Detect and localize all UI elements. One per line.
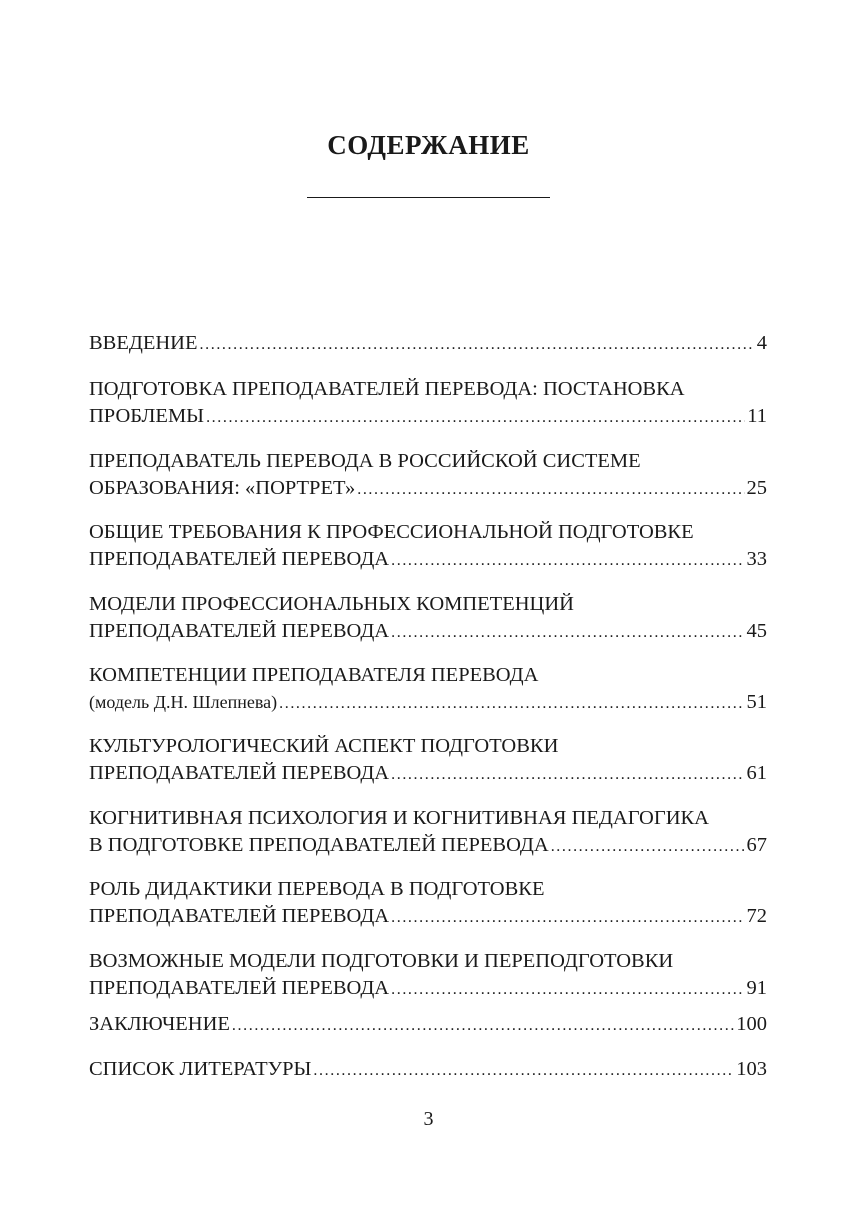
dot-leader: [391, 547, 744, 573]
toc-entry-title: ЗАКЛЮЧЕНИЕ: [89, 1013, 230, 1035]
toc-entry-title: ПРЕПОДАВАТЕЛЕЙ ПЕРЕВОДА: [89, 620, 390, 642]
toc-entry[interactable]: [89, 949, 767, 1002]
toc-entry-line-last: [89, 547, 767, 573]
dot-leader: [200, 331, 755, 357]
toc-entry-line-last: [89, 1012, 767, 1038]
toc-entry-line-last: [89, 904, 767, 930]
toc-entry[interactable]: [89, 449, 767, 502]
toc-entry-title: (модель Д.Н. Шлепнева): [89, 692, 278, 712]
toc-entry-line: [89, 806, 767, 831]
toc-entry-title: В ПОДГОТОВКЕ ПРЕПОДАВАТЕЛЕЙ ПЕРЕВОДА: [89, 834, 549, 856]
toc-entry-title: ПРОБЛЕМЫ: [89, 405, 205, 427]
toc-entry[interactable]: [89, 663, 767, 716]
toc-entry-line: [89, 663, 767, 688]
toc-entry-title: ПОДГОТОВКА ПРЕПОДАВАТЕЛЕЙ ПЕРЕВОДА: ПОСТАНОВКА: [89, 378, 685, 400]
toc-entry[interactable]: [89, 520, 767, 573]
toc-entry-line-last: [89, 833, 767, 859]
toc-entry[interactable]: [89, 1012, 767, 1038]
toc-page-number: 100: [736, 1013, 767, 1035]
toc-entry-title: ПРЕПОДАВАТЕЛЕЙ ПЕРЕВОДА: [89, 977, 390, 999]
toc-entry-title: ОБЩИЕ ТРЕБОВАНИЯ К ПРОФЕССИОНАЛЬНОЙ ПОДГОТОВКЕ: [89, 521, 694, 543]
toc-page-number: 91: [746, 977, 767, 999]
toc-entry-line-last: [89, 331, 767, 357]
toc-entry[interactable]: [89, 1057, 767, 1083]
toc-entry-line-last: [89, 1057, 767, 1083]
toc-entry-line-last: [89, 404, 767, 430]
toc-entry-line: [89, 734, 767, 759]
toc-page-number: 67: [746, 834, 767, 856]
toc-entry-title: КУЛЬТУРОЛОГИЧЕСКИЙ АСПЕКТ ПОДГОТОВКИ: [89, 735, 559, 757]
page-title: СОДЕРЖАНИЕ: [327, 130, 530, 160]
toc-entry-line-last: [89, 761, 767, 787]
toc-entry-title: КОМПЕТЕНЦИИ ПРЕПОДАВАТЕЛЯ ПЕРЕВОДА: [89, 664, 539, 686]
toc-page-number: 61: [746, 762, 767, 784]
toc-entry[interactable]: [89, 331, 767, 357]
toc-entry[interactable]: [89, 592, 767, 645]
dot-leader: [391, 904, 744, 930]
toc-entry-line-last: [89, 690, 767, 716]
toc-entry-title: КОГНИТИВНАЯ ПСИХОЛОГИЯ И КОГНИТИВНАЯ ПЕДАГОГИКА: [89, 807, 709, 829]
toc-entry[interactable]: [89, 734, 767, 787]
dot-leader: [232, 1012, 734, 1038]
toc-entry-title: СПИСОК ЛИТЕРАТУРЫ: [89, 1058, 312, 1080]
toc-entry-line: [89, 592, 767, 617]
toc-page-number: 11: [747, 405, 767, 427]
toc-entry-line: [89, 449, 767, 474]
toc-entry-line-last: [89, 976, 767, 1002]
dot-leader: [279, 690, 744, 716]
toc-page-number: 72: [746, 905, 767, 927]
dot-leader: [391, 619, 744, 645]
toc-entry-line: [89, 949, 767, 974]
toc-entry-line: [89, 877, 767, 902]
toc-entry[interactable]: [89, 806, 767, 859]
dot-leader: [391, 761, 744, 787]
dot-leader: [206, 404, 745, 430]
toc-entry-line: [89, 377, 767, 402]
toc-entry-title: ПРЕПОДАВАТЕЛЕЙ ПЕРЕВОДА: [89, 548, 390, 570]
toc-page-number: 25: [746, 477, 767, 499]
toc-entry[interactable]: [89, 877, 767, 930]
toc-entry-title: ПРЕПОДАВАТЕЛЕЙ ПЕРЕВОДА: [89, 905, 390, 927]
toc-entry-line-last: [89, 476, 767, 502]
toc-entry-title: ВОЗМОЖНЫЕ МОДЕЛИ ПОДГОТОВКИ И ПЕРЕПОДГОТОВКИ: [89, 950, 674, 972]
dot-leader: [357, 476, 744, 502]
toc-entry-title: ПРЕПОДАВАТЕЛЕЙ ПЕРЕВОДА: [89, 762, 390, 784]
toc-entry-title: РОЛЬ ДИДАКТИКИ ПЕРЕВОДА В ПОДГОТОВКЕ: [89, 878, 545, 900]
toc-page-number: 45: [746, 620, 767, 642]
toc-entry[interactable]: [89, 377, 767, 430]
dot-leader: [551, 833, 745, 859]
dot-leader: [313, 1057, 734, 1083]
toc-page-number: 4: [756, 332, 767, 354]
dot-leader: [391, 976, 744, 1002]
toc-page-number: 33: [746, 548, 767, 570]
toc-entry-line: [89, 520, 767, 545]
toc-entry-title: ВВЕДЕНИЕ: [89, 332, 198, 354]
toc-entry-title: МОДЕЛИ ПРОФЕССИОНАЛЬНЫХ КОМПЕТЕНЦИЙ: [89, 593, 574, 615]
page-number: 3: [423, 1108, 434, 1130]
toc-page-number: 103: [736, 1058, 767, 1080]
toc-entry-title: ПРЕПОДАВАТЕЛЬ ПЕРЕВОДА В РОССИЙСКОЙ СИСТЕМЕ: [89, 450, 641, 472]
toc-page-number: 51: [746, 691, 767, 713]
toc-entry-title: ОБРАЗОВАНИЯ: «ПОРТРЕТ»: [89, 477, 356, 499]
toc-entry-line-last: [89, 619, 767, 645]
title-underline: [307, 197, 550, 198]
